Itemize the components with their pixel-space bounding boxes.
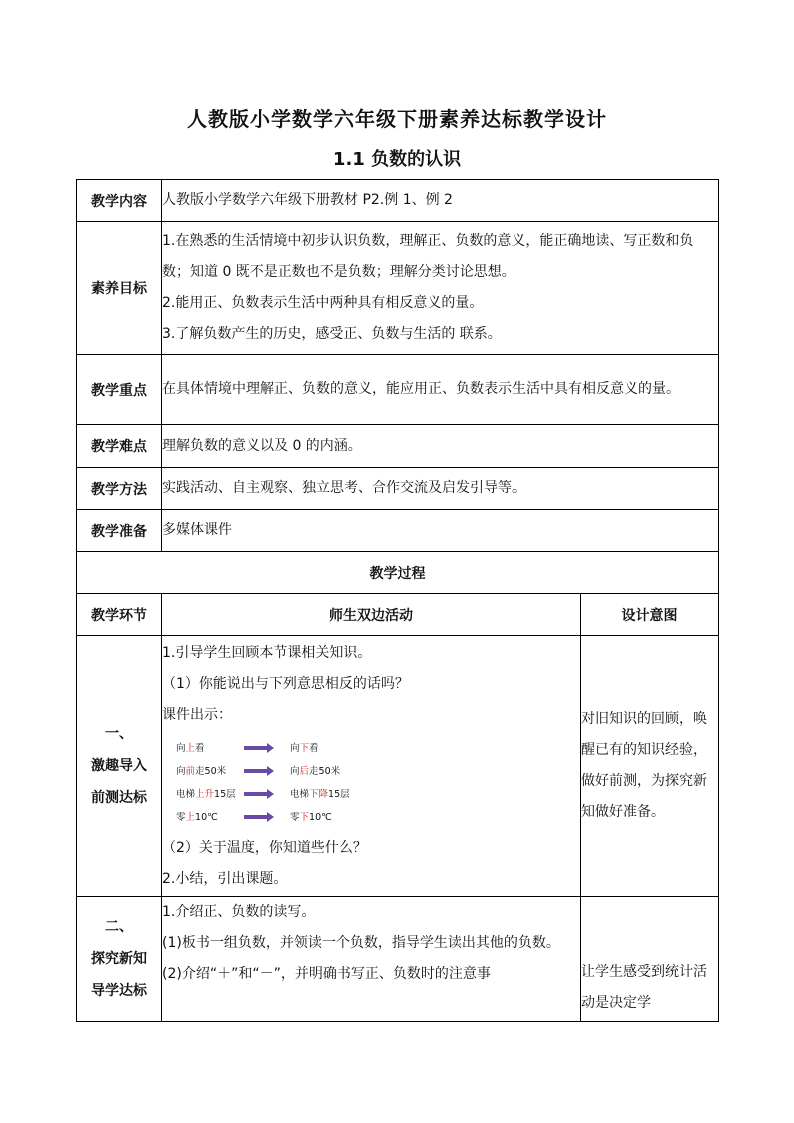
opposite-pair (176, 806, 580, 829)
col-stage-header: 教学环节 (77, 594, 162, 636)
stage-1-name-line1: 激趣导入 (91, 758, 147, 774)
prep-label: 教学准备 (77, 510, 162, 552)
row-goals (77, 222, 719, 355)
stage-1-activity (162, 636, 581, 897)
lesson-subtitle: 1.1 负数的认识 (332, 149, 462, 170)
activity-line: (1)板书一组负数，并领读一个负数，指导学生读出其他的负数。 (162, 935, 560, 951)
content-label: 教学内容 (77, 180, 162, 222)
activity-line: （2）关于温度，你知道些什么？ (162, 839, 367, 856)
activity-line: (2)介绍“＋”和“－”，并明确书写正、负数时的注意事 (162, 966, 491, 982)
col-intent-header: 设计意图 (581, 594, 719, 636)
pair-left: 向前走50米 (176, 765, 227, 777)
pair-left: 零上10℃ (176, 811, 218, 823)
stage-2-intent: 让学生感受到统计活动是决定学 (581, 897, 719, 1022)
row-prep (77, 510, 719, 552)
stage-1-name-line2: 前测达标 (91, 790, 147, 806)
activity-line: 1.引导学生回顾本节课相关知识。 (162, 644, 372, 661)
stage-2-num: 二、 (105, 919, 133, 935)
goals-label: 素养目标 (77, 222, 162, 355)
right-arrow-icon (244, 792, 268, 796)
opposite-pair (176, 737, 580, 760)
row-difficulty (77, 425, 719, 468)
stage-1-label (77, 636, 162, 897)
stage-1-num: 一、 (105, 726, 133, 742)
goal-item: 3.了解负数产生的历史，感受正、负数与生活的 联系。 (162, 326, 502, 342)
opposite-pair (176, 760, 580, 783)
row-stage-2 (77, 897, 719, 1022)
key-text: 在具体情境中理解正、负数的意义，能应用正、负数表示生活中具有相反意义的量。 (162, 355, 719, 425)
row-column-headers (77, 594, 719, 636)
row-method (77, 468, 719, 510)
row-process-heading (77, 552, 719, 594)
row-content (77, 180, 719, 222)
activity-line: 1.介绍正、负数的读写。 (162, 904, 316, 920)
row-stage-1 (77, 636, 719, 897)
activity-line: 2.小结，引出课题。 (162, 870, 288, 887)
prep-text: 多媒体课件 (162, 510, 719, 552)
content-text: 人教版小学数学六年级下册教材 P2.例 1、例 2 (162, 180, 719, 222)
courseware-slide (176, 737, 580, 829)
right-arrow-icon (244, 815, 268, 819)
stage-2-name-line1: 探究新知 (91, 951, 147, 967)
goal-item: 2.能用正、负数表示生活中两种具有相反意义的量。 (162, 295, 484, 311)
document-title: 人教版小学数学六年级下册素养达标教学设计 (187, 107, 607, 131)
col-activity-header: 师生双边活动 (162, 594, 581, 636)
right-arrow-icon (244, 769, 268, 773)
stage-1-intent: 对旧知识的回顾，唤醒已有的知识经验，做好前测，为探究新知做好准备。 (581, 636, 719, 897)
process-heading: 教学过程 (77, 552, 719, 594)
pair-left: 向上看 (176, 742, 205, 754)
difficulty-text: 理解负数的意义以及 0 的内涵。 (162, 425, 719, 468)
goal-item: 1.在熟悉的生活情境中初步认识负数，理解正、负数的意义，能正确地读、写正数和负数；知道 0 既不是正数也不是负数；理解分类讨论思想。 (162, 233, 694, 280)
method-text: 实践活动、自主观察、独立思考、合作交流及启发引导等。 (162, 468, 719, 510)
pair-right: 向后走50米 (290, 765, 341, 777)
stage-2-name-line2: 导学达标 (91, 983, 147, 999)
key-label: 教学重点 (77, 355, 162, 425)
goals-text (162, 222, 719, 355)
difficulty-label: 教学难点 (77, 425, 162, 468)
lesson-plan-table (76, 179, 719, 1022)
pair-left: 电梯上升15层 (176, 788, 236, 800)
pair-right: 向下看 (290, 742, 319, 754)
activity-line: 课件出示： (162, 706, 232, 723)
stage-2-activity (162, 897, 581, 1022)
activity-line: （1）你能说出与下列意思相反的话吗？ (162, 675, 409, 692)
opposite-pair (176, 783, 580, 806)
stage-2-label (77, 897, 162, 1022)
method-label: 教学方法 (77, 468, 162, 510)
pair-right: 电梯下降15层 (290, 788, 350, 800)
right-arrow-icon (244, 746, 268, 750)
pair-right: 零下10℃ (290, 811, 332, 823)
row-key (77, 355, 719, 425)
